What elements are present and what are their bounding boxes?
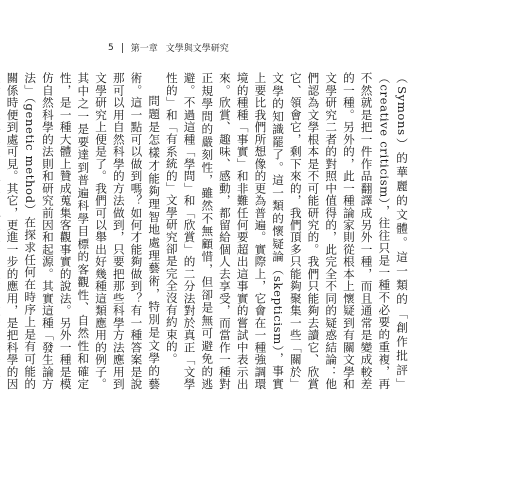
chapter-title: 文學與文學研究 — [165, 44, 229, 54]
paragraph: （Symons）的華麗的文體。這一類的「創作批評」（creative criticism），往往只是一種不必要的重複，再不然就是把一件作品翻譯成另外一種，而且通常是變成較差的一種。另外的，此一種論家則從根本上懷疑到有關文學和文學研究二者的對照中值得的，此完全不同的疑惑結論：他們認為文學根本是不可能研究的。我們只能夠去讀它、欣賞它、領會它，剩下來的，我們頂多只能夠聚集一些「關於」文學的知識罷了。這一類的懷疑論（skepticism），事實上要比我們所想像的更為普遍。實際上，它會在一種強調環境的種種「事實」和非難任何要超出這事實的嘗試中表示出來。欣賞、趣味、感動，都留給個人去享受，而當作一種對正規學問的嚴刻性，雖然不無顧惜，但卻是無可避免的逃避。不過這種「學問」和「欣賞」的二分法對於真正「文學性的」和「有系統的」文學研究卻是完全沒有約束的。 — [164, 72, 409, 390]
vertical-text-body — [5, 72, 410, 390]
paragraph: 問題是怎樣才能夠理智地處理藝術，特別是文學的藝術。這一點可以做到嗎？如何才能夠做到？有一種答案是說那可以用自然科學的方法做到，只要把那些科學方法應用到文學研究上便是了。我們可以舉出好幾種這類應用的例子。其中之一是要達到普遍科學目標的客觀性、自然性和確定性，是一種大體上贊成蒐集客觀事實的說法。另外一種是模仿自然科學的法則和研究前因和起源。其實這種「發生論方法」（genetic method）在探求任何在時序上是有可能的關係時便到處可見。其它，更進一步的應用，是把科學的因 — [5, 72, 162, 390]
page-number: 5 — [108, 42, 114, 53]
running-header — [108, 41, 229, 54]
chapter-label: 第一章 — [130, 44, 158, 54]
header-divider — [122, 43, 123, 53]
